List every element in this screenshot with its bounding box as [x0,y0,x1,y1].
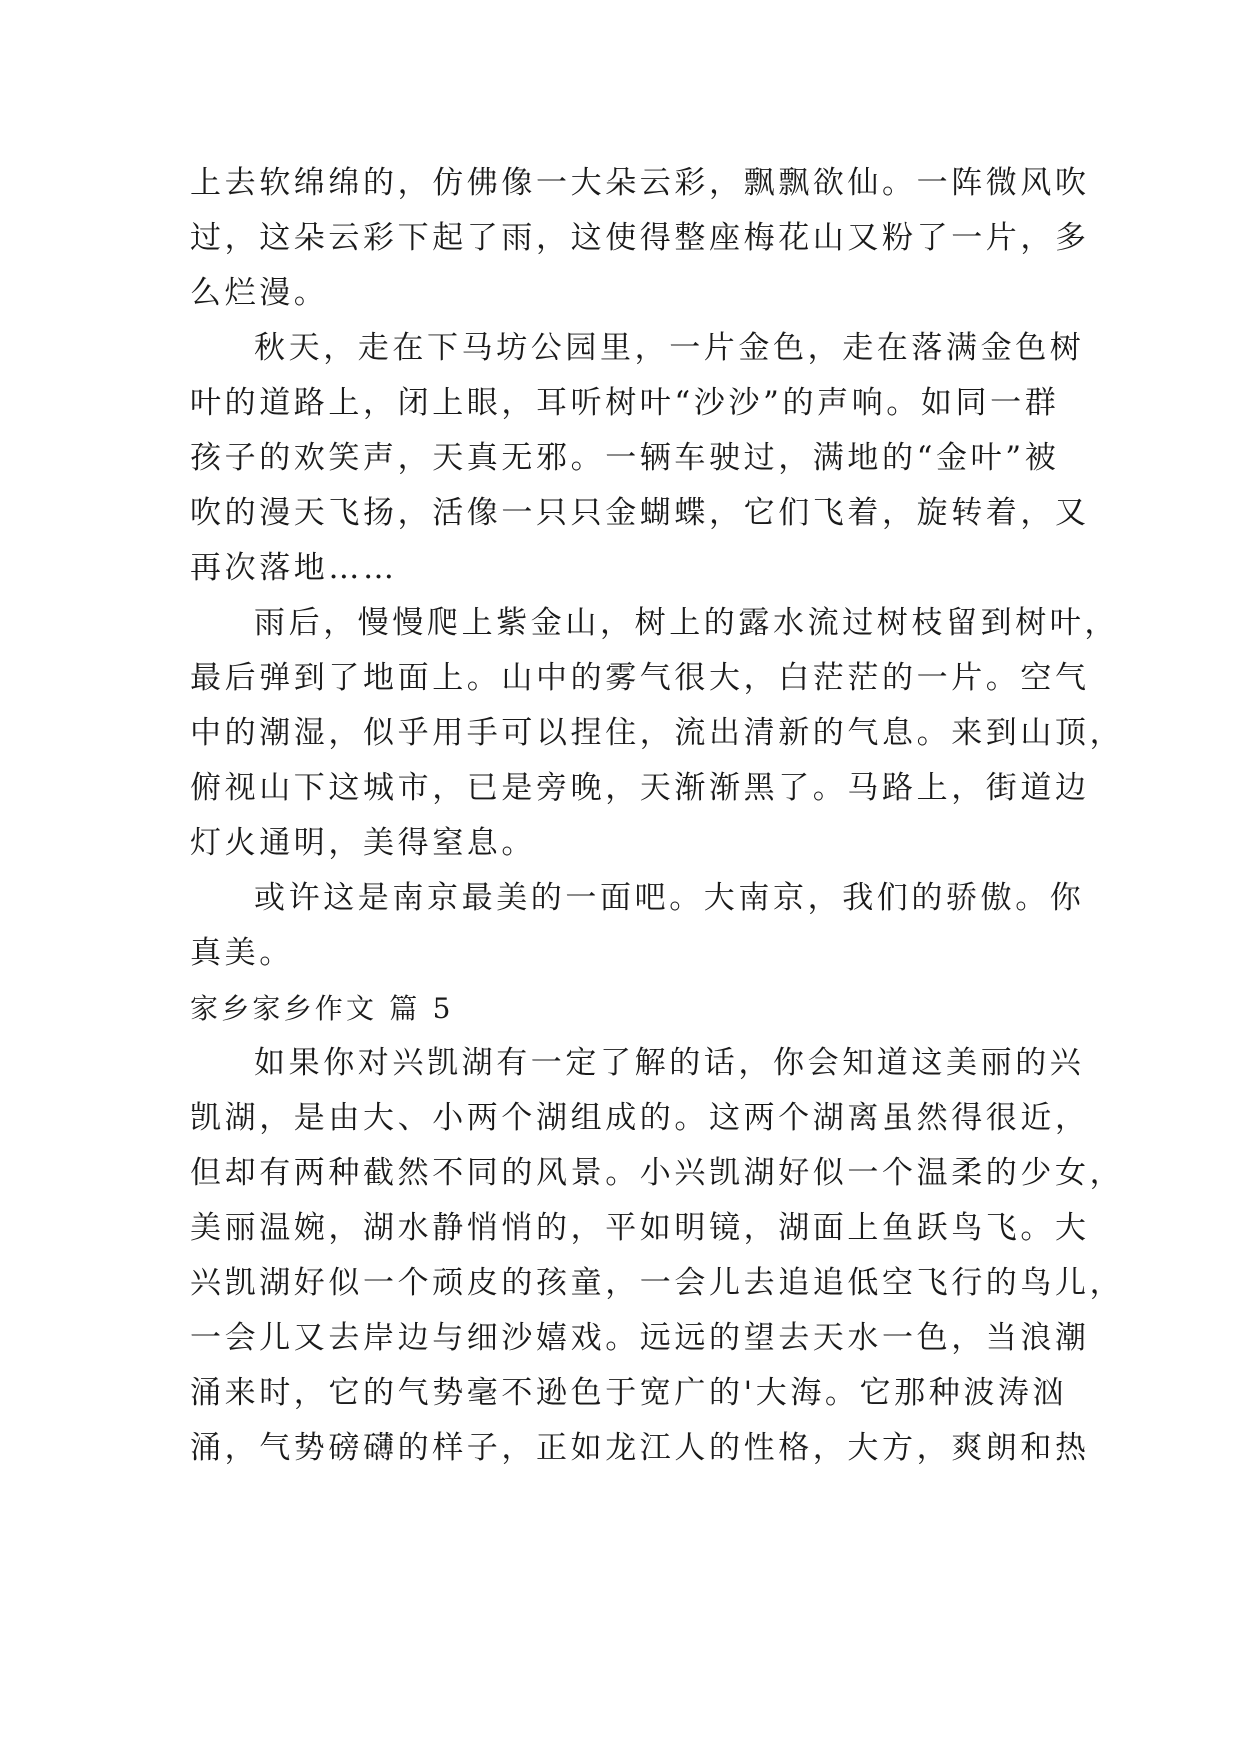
text-line: 过，这朵云彩下起了雨，这使得整座梅花山又粉了一片，多 [190,220,1090,256]
paragraph-plum-blossom-continuation [190,156,1090,321]
text-line: 雨后，慢慢爬上紫金山，树上的露水流过树枝留到树叶， [254,605,1119,641]
text-line: 么烂漫。 [190,275,329,311]
text-line: 一会儿又去岸边与细沙嬉戏。远远的望去天水一色，当浪潮 [190,1320,1090,1356]
paragraph-xingkai-lake [190,1036,1125,1476]
text-line: 吹的漫天飞扬，活像一只只金蝴蝶，它们飞着，旋转着，又 [190,495,1090,531]
text-line: 秋天，走在下马坊公园里，一片金色，走在落满金色树 [254,330,1085,366]
text-line: 涌来时，它的气势毫不逊色于宽广的'大海。它那种波涛汹 [190,1375,1068,1411]
text-line: 叶的道路上，闭上眼，耳听树叶“沙沙”的声响。如同一群 [190,385,1060,421]
text-line: 上去软绵绵的，仿佛像一大朵云彩，飘飘欲仙。一阵微风吹 [190,165,1090,201]
document-body [190,156,1125,1476]
text-line: 但却有两种截然不同的风景。小兴凯湖好似一个温柔的少女， [190,1155,1125,1191]
text-line: 俯视山下这城市，已是旁晚，天渐渐黑了。马路上，街道边 [190,770,1090,806]
text-line: 涌，气势磅礴的样子，正如龙江人的性格，大方，爽朗和热 [190,1430,1090,1466]
section-heading: 家乡家乡作文 篇 5 [190,992,454,1025]
text-line: 灯火通明，美得窒息。 [190,825,536,861]
text-line: 或许这是南京最美的一面吧。大南京，我们的骄傲。你 [254,880,1085,916]
paragraph-after-rain [190,596,1125,871]
text-line: 再次落地…… [190,550,398,586]
text-line: 凯湖，是由大、小两个湖组成的。这两个湖离虽然得很近， [190,1100,1090,1136]
text-line: 孩子的欢笑声，天真无邪。一辆车驶过，满地的“金叶”被 [190,440,1060,476]
text-line: 美丽温婉，湖水静悄悄的，平如明镜，湖面上鱼跃鸟飞。大 [190,1210,1090,1246]
text-line: 中的潮湿，似乎用手可以捏住，流出清新的气息。来到山顶， [190,715,1125,751]
paragraph-nanjing [190,871,1085,981]
text-line: 真美。 [190,935,294,971]
text-line: 如果你对兴凯湖有一定了解的话，你会知道这美丽的兴 [254,1045,1085,1081]
text-line: 兴凯湖好似一个顽皮的孩童，一会儿去追追低空飞行的鸟儿， [190,1265,1125,1301]
text-line: 最后弹到了地面上。山中的雾气很大，白茫茫的一片。空气 [190,660,1090,696]
paragraph-autumn [190,321,1090,596]
